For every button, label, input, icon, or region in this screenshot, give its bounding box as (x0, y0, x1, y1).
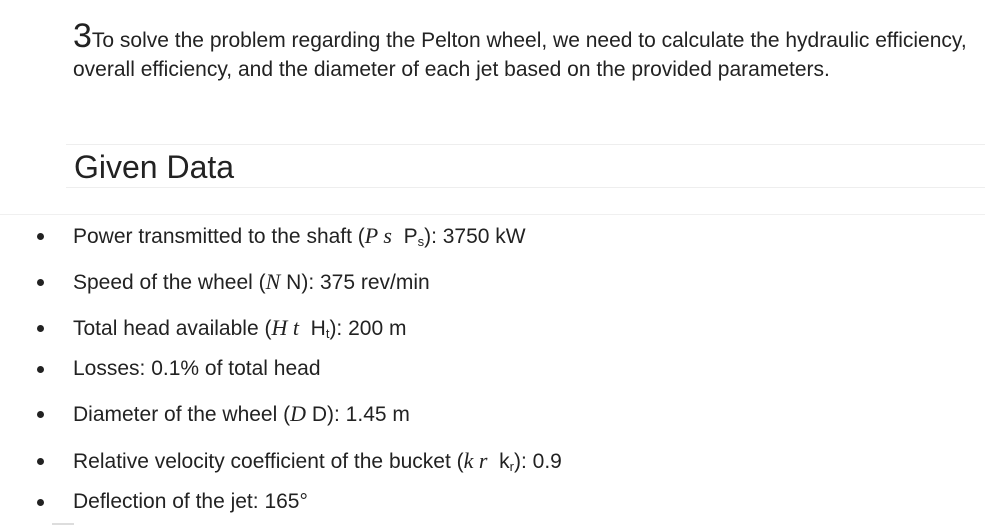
list-item-losses (0, 354, 985, 384)
item-label: Relative velocity coefficient of the bucket ( (73, 450, 464, 473)
symbol-main: H (310, 317, 326, 340)
bullet-icon (37, 279, 44, 286)
symbol-subscript: r (509, 459, 514, 474)
item-text: Losses: 0.1% of total head (73, 357, 321, 380)
math-symbol: k r (463, 448, 488, 473)
item-label: Total head available ( (73, 317, 272, 340)
section-divider (0, 214, 985, 215)
bullet-icon (37, 366, 44, 373)
bullet-icon (37, 325, 44, 332)
list-item-velocity-coefficient (0, 446, 985, 476)
math-symbol: H t (271, 315, 299, 340)
symbol-main: D (311, 403, 328, 426)
item-label: Diameter of the wheel ( (73, 403, 291, 426)
bullet-icon (37, 499, 44, 506)
list-item-diameter (0, 399, 985, 429)
symbol-main: k (499, 450, 510, 473)
symbol-main: P (403, 225, 418, 248)
bottom-edge-mark (52, 523, 74, 525)
item-label: Power transmitted to the shaft ( (73, 225, 365, 248)
symbol-subscript: s (417, 234, 425, 249)
item-value: ): 375 rev/min (301, 271, 430, 294)
list-item-speed (0, 267, 985, 297)
step-number: 3 (73, 17, 92, 55)
list-item-power (0, 221, 985, 251)
bullet-icon (37, 458, 44, 465)
list-item-head (0, 313, 985, 343)
item-value: ): 0.9 (514, 450, 562, 473)
section-heading: Given Data (74, 149, 235, 185)
symbol-subscript: t (325, 326, 330, 341)
bullet-icon (37, 411, 44, 418)
intro-text: To solve the problem regarding the Pelton wheel, we need to calculate the hydraulic efficiency, overall efficiency, and the diameter of each jet based on the provided parameters. (73, 29, 967, 81)
math-symbol: P s (364, 223, 392, 248)
list-item-deflection (0, 487, 985, 517)
bullet-icon (37, 233, 44, 240)
item-value: ): 3750 kW (424, 225, 526, 248)
math-symbol: N (265, 269, 281, 294)
item-value: ): 200 m (329, 317, 407, 340)
symbol-main: N (286, 271, 302, 294)
item-value: ): 1.45 m (327, 403, 410, 426)
item-text: Deflection of the jet: 165° (73, 490, 308, 513)
intro-paragraph (73, 17, 978, 84)
item-label: Speed of the wheel ( (73, 271, 266, 294)
math-symbol: D (290, 401, 306, 426)
section-heading-block (66, 144, 985, 188)
